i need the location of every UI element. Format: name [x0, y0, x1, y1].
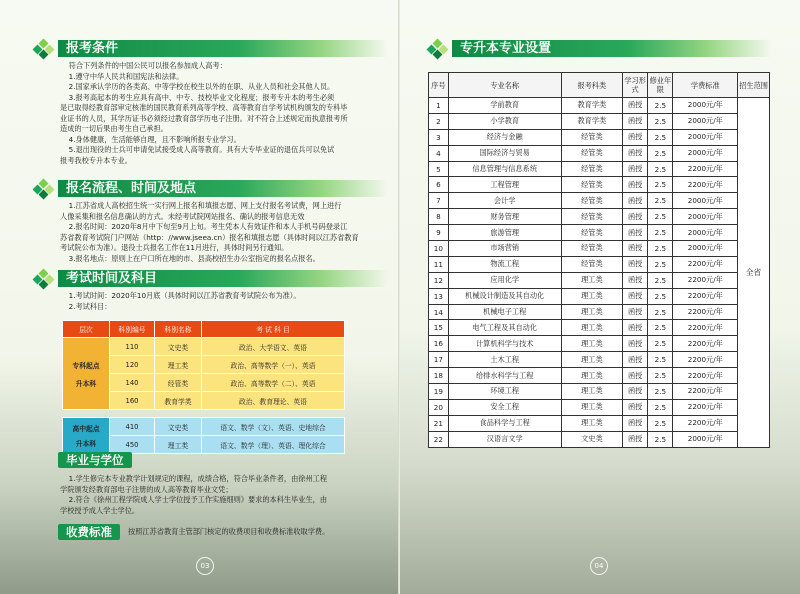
requirements-text — [60, 61, 395, 166]
majors-table-body — [429, 98, 770, 448]
major-duration: 2.5 — [648, 352, 673, 368]
text-line: 3.报考高起本的考生应具有高中、中专、技校毕业文化程度；报考专升本的考生必须 — [68, 92, 335, 102]
exam-code: 140 — [110, 374, 155, 392]
major-name: 应用化学 — [448, 272, 561, 288]
majors-header-cell: 修业年限 — [648, 73, 673, 98]
text-line: 报考我校专升本专业。 — [60, 155, 132, 165]
major-name: 会计学 — [448, 193, 561, 209]
major-category: 理工类 — [561, 336, 622, 352]
major-index: 21 — [429, 415, 449, 431]
exam-category: 文史类 — [155, 418, 202, 436]
major-index: 9 — [429, 225, 449, 241]
major-duration: 2.5 — [648, 256, 673, 272]
major-study-form: 函授 — [623, 129, 648, 145]
major-tuition: 2200元/年 — [673, 177, 738, 193]
exam-subjects: 政治、教育理论、英语 — [202, 392, 345, 410]
text-line: 考试院公布为准）。退役士兵报名工作在11月进行，具体时间另行通知。 — [60, 243, 289, 252]
major-study-form: 函授 — [623, 304, 648, 320]
table-row — [429, 336, 770, 352]
majors-header-cell: 序号 — [429, 73, 449, 98]
major-name: 环境工程 — [448, 384, 561, 400]
major-name: 国际经济与贸易 — [448, 145, 561, 161]
exam-subjects: 政治、高等数学（一）、英语 — [202, 356, 345, 374]
major-tuition: 2000元/年 — [673, 241, 738, 257]
major-index: 10 — [429, 241, 449, 257]
major-duration: 2.5 — [648, 399, 673, 415]
major-index: 11 — [429, 256, 449, 272]
exam-category: 理工类 — [155, 356, 202, 374]
exam-header-cell: 考 试 科 目 — [202, 321, 345, 338]
exam-group-label — [63, 338, 110, 410]
table-row — [429, 368, 770, 384]
majors-header-cell: 学费标准 — [673, 73, 738, 98]
diamond-deco-icon — [34, 270, 52, 288]
majors-header-cell: 报考科类 — [561, 73, 622, 98]
major-duration: 2.5 — [648, 288, 673, 304]
major-index: 2 — [429, 113, 449, 129]
major-name: 安全工程 — [448, 399, 561, 415]
major-category: 理工类 — [561, 399, 622, 415]
major-name: 电气工程及其自动化 — [448, 320, 561, 336]
major-index: 13 — [429, 288, 449, 304]
major-tuition: 2200元/年 — [673, 336, 738, 352]
major-duration: 2.5 — [648, 98, 673, 114]
major-study-form: 函授 — [623, 145, 648, 161]
table-row — [429, 241, 770, 257]
exam-group-label-line: 高中起点 — [72, 425, 100, 433]
majors-header-cell: 学习形式 — [623, 73, 648, 98]
major-tuition: 2000元/年 — [673, 129, 738, 145]
major-index: 7 — [429, 193, 449, 209]
text-line: 符合下列条件的中国公民可以报名参加成人高考： — [68, 61, 227, 70]
exam-group-label-line: 升本科 — [75, 440, 97, 448]
major-category: 经管类 — [561, 177, 622, 193]
major-category: 经管类 — [561, 161, 622, 177]
diamond-deco-icon — [34, 180, 52, 198]
table-row — [429, 431, 770, 447]
major-study-form: 函授 — [623, 368, 648, 384]
table-row — [429, 352, 770, 368]
major-duration: 2.5 — [648, 225, 673, 241]
exam-code: 160 — [110, 392, 155, 410]
major-name: 小学教育 — [448, 113, 561, 129]
major-tuition: 2200元/年 — [673, 352, 738, 368]
major-tuition: 2200元/年 — [673, 304, 738, 320]
enrollment-scope: 全省 — [738, 98, 770, 448]
major-index: 6 — [429, 177, 449, 193]
major-tuition: 2200元/年 — [673, 384, 738, 400]
major-category: 经管类 — [561, 145, 622, 161]
major-tuition: 2200元/年 — [673, 272, 738, 288]
text-line: 造成的一切后果由考生自己承担。 — [60, 124, 168, 133]
major-category: 理工类 — [561, 288, 622, 304]
graduation-text — [60, 474, 395, 516]
section-title-registration: 报名流程、时间及地点 — [58, 180, 388, 197]
exam-header-cell: 科别名称 — [155, 321, 202, 338]
major-name: 计算机科学与技术 — [448, 336, 561, 352]
major-tuition: 2200元/年 — [673, 256, 738, 272]
major-name: 财务管理 — [448, 209, 561, 225]
major-index: 4 — [429, 145, 449, 161]
exam-header-cell: 层次 — [63, 321, 110, 338]
exam-group-label-line: 升本科 — [75, 379, 97, 388]
major-tuition: 2000元/年 — [673, 145, 738, 161]
major-tuition: 2000元/年 — [673, 225, 738, 241]
major-category: 理工类 — [561, 415, 622, 431]
major-tuition: 2000元/年 — [673, 193, 738, 209]
major-index: 5 — [429, 161, 449, 177]
major-name: 给排水科学与工程 — [448, 368, 561, 384]
major-index: 20 — [429, 399, 449, 415]
major-study-form: 函授 — [623, 431, 648, 447]
table-row — [429, 161, 770, 177]
table-row — [429, 415, 770, 431]
table-row — [429, 225, 770, 241]
exam-category: 理工类 — [155, 436, 202, 454]
major-duration: 2.5 — [648, 209, 673, 225]
major-category: 经管类 — [561, 193, 622, 209]
page-number: 03 — [196, 557, 214, 575]
diamond-deco-icon — [34, 40, 52, 58]
major-duration: 2.5 — [648, 129, 673, 145]
table-row — [429, 129, 770, 145]
registration-text — [60, 201, 395, 264]
major-study-form: 函授 — [623, 98, 648, 114]
major-study-form: 函授 — [623, 336, 648, 352]
table-row — [429, 384, 770, 400]
text-line: 1.江苏省成人高校招生统一实行网上报名和填报志愿、网上支付报名考试费，网上进行 — [68, 201, 342, 210]
text-line: 3.报名地点：原则上在户口所在地的市、县高校招生办公室指定的报名点报名。 — [68, 253, 320, 263]
major-duration: 2.5 — [648, 241, 673, 257]
text-line: 人像采集和报名信息确认的方式。未经考试院网站报名、确认的报考信息无效 — [60, 211, 305, 221]
major-study-form: 函授 — [623, 113, 648, 129]
major-category: 经管类 — [561, 241, 622, 257]
major-name: 汉语言文学 — [448, 431, 561, 447]
major-name: 土木工程 — [448, 352, 561, 368]
major-tuition: 2200元/年 — [673, 320, 738, 336]
major-duration: 2.5 — [648, 193, 673, 209]
exam-code: 450 — [110, 436, 155, 454]
major-tuition: 2200元/年 — [673, 161, 738, 177]
text-line: 苏省教育考试院门户网站（http：//www.jseea.cn）报名和填报志愿（具体时间以江苏省教育 — [60, 232, 359, 242]
fees-text: 按照江苏省教育主管部门核定的收费项目和收费标准收取学费。 — [128, 527, 330, 536]
text-line: 1.考试时间：2020年10月底（具体时间以江苏省教育考试院公布为准）。 — [68, 291, 301, 300]
major-category: 理工类 — [561, 272, 622, 288]
section-title-exam: 考试时间及科目 — [58, 270, 388, 287]
major-index: 3 — [429, 129, 449, 145]
table-row — [429, 399, 770, 415]
exam-subjects-table — [62, 320, 345, 454]
major-study-form: 函授 — [623, 352, 648, 368]
major-name: 食品科学与工程 — [448, 415, 561, 431]
major-tuition: 2200元/年 — [673, 368, 738, 384]
major-duration: 2.5 — [648, 384, 673, 400]
major-study-form: 函授 — [623, 241, 648, 257]
major-name: 市场营销 — [448, 241, 561, 257]
major-name: 工程管理 — [448, 177, 561, 193]
major-index: 16 — [429, 336, 449, 352]
text-line: 2.考试科目： — [68, 301, 112, 311]
major-index: 15 — [429, 320, 449, 336]
major-category: 经管类 — [561, 225, 622, 241]
table-row — [429, 113, 770, 129]
majors-header-cell: 招生范围 — [738, 73, 770, 98]
major-study-form: 函授 — [623, 225, 648, 241]
major-index: 17 — [429, 352, 449, 368]
major-name: 信息管理与信息系统 — [448, 161, 561, 177]
major-tuition: 2000元/年 — [673, 113, 738, 129]
table-row — [429, 272, 770, 288]
exam-category: 教育学类 — [155, 392, 202, 410]
text-line: 1.学生修完本专业教学计划规定的课程，成绩合格，符合毕业条件者，由徐州工程 — [68, 474, 328, 483]
major-category: 教育学类 — [561, 113, 622, 129]
major-study-form: 函授 — [623, 288, 648, 304]
major-category: 教育学类 — [561, 98, 622, 114]
page-number: 04 — [590, 557, 608, 575]
major-tuition: 2000元/年 — [673, 431, 738, 447]
major-duration: 2.5 — [648, 113, 673, 129]
major-duration: 2.5 — [648, 272, 673, 288]
major-tuition: 2000元/年 — [673, 98, 738, 114]
major-index: 22 — [429, 431, 449, 447]
major-category: 理工类 — [561, 352, 622, 368]
exam-subjects: 政治、高等数学（二）、英语 — [202, 374, 345, 392]
section-title-graduation: 毕业与学位 — [58, 452, 132, 468]
text-line: 是已取得经教育部审定核准的国民教育系列高等学校、高等教育自学考试机构颁发的专科毕 — [60, 103, 348, 112]
table-row — [429, 209, 770, 225]
major-study-form: 函授 — [623, 415, 648, 431]
major-duration: 2.5 — [648, 304, 673, 320]
major-index: 18 — [429, 368, 449, 384]
major-study-form: 函授 — [623, 272, 648, 288]
major-tuition: 2200元/年 — [673, 288, 738, 304]
table-row — [429, 177, 770, 193]
major-duration: 2.5 — [648, 415, 673, 431]
section-title-majors: 专升本专业设置 — [452, 40, 772, 57]
major-category: 理工类 — [561, 304, 622, 320]
exam-subjects: 语文、数学（文）、英语、史地综合 — [202, 418, 345, 436]
exam-category: 经管类 — [155, 374, 202, 392]
text-line: 业证书的人员，其学历证书必须经过教育部学历电子注册。对不符合上述规定而执意报考所 — [60, 113, 348, 123]
majors-table — [428, 72, 770, 448]
major-name: 机械电子工程 — [448, 304, 561, 320]
exam-group-label-line: 专科起点 — [72, 361, 100, 370]
major-category: 经管类 — [561, 209, 622, 225]
text-line: 学院颁发经教育部电子注册的成人高等教育毕业文凭； — [60, 484, 233, 494]
major-index: 8 — [429, 209, 449, 225]
major-duration: 2.5 — [648, 368, 673, 384]
major-duration: 2.5 — [648, 161, 673, 177]
major-tuition: 2000元/年 — [673, 209, 738, 225]
major-index: 12 — [429, 272, 449, 288]
majors-header-cell: 专业名称 — [448, 73, 561, 98]
exam-category: 文史类 — [155, 338, 202, 356]
text-line: 学校授予成人学士学位。 — [60, 505, 140, 515]
major-category: 理工类 — [561, 320, 622, 336]
major-category: 理工类 — [561, 384, 622, 400]
exam-text — [60, 291, 395, 312]
text-line: 2.国家承认学历的各类高、中等学校在校生以外的在职、从业人员和社会其他人员。 — [68, 82, 335, 91]
exam-code: 410 — [110, 418, 155, 436]
major-study-form: 函授 — [623, 384, 648, 400]
major-name: 旅游管理 — [448, 225, 561, 241]
table-row — [429, 304, 770, 320]
major-category: 理工类 — [561, 368, 622, 384]
major-index: 1 — [429, 98, 449, 114]
major-study-form: 函授 — [623, 320, 648, 336]
major-study-form: 函授 — [623, 256, 648, 272]
table-row — [429, 256, 770, 272]
table-row — [429, 98, 770, 114]
exam-subjects: 语文、数学（理）、英语、理化综合 — [202, 436, 345, 454]
text-line: 4.身体健康，生活能够自理，且不影响所报专业学习。 — [68, 134, 241, 144]
major-study-form: 函授 — [623, 161, 648, 177]
exam-header-cell: 科别编号 — [110, 321, 155, 338]
text-line: 1.遵守中华人民共和国宪法和法律。 — [68, 71, 184, 81]
major-tuition: 2200元/年 — [673, 399, 738, 415]
section-title-requirements: 报考条件 — [58, 40, 388, 57]
major-category: 文史类 — [561, 431, 622, 447]
table-row — [429, 288, 770, 304]
text-line: 5.退出现役的士兵可申请免试接受成人高等教育。具有大专毕业证的退伍兵可以免试 — [68, 145, 335, 154]
major-category: 经管类 — [561, 256, 622, 272]
major-name: 经济与金融 — [448, 129, 561, 145]
table-row — [429, 320, 770, 336]
text-line: 2.报名时间：2020年8月中下旬至9月上旬。考生凭本人有效证件和本人手机号码登录江 — [68, 222, 348, 231]
major-duration: 2.5 — [648, 177, 673, 193]
exam-code: 110 — [110, 338, 155, 356]
major-tuition: 2200元/年 — [673, 415, 738, 431]
major-duration: 2.5 — [648, 145, 673, 161]
major-duration: 2.5 — [648, 431, 673, 447]
major-name: 学前教育 — [448, 98, 561, 114]
diamond-deco-icon — [428, 40, 446, 58]
section-title-fees: 收费标准 — [58, 524, 120, 540]
table-row — [429, 193, 770, 209]
major-study-form: 函授 — [623, 209, 648, 225]
major-duration: 2.5 — [648, 336, 673, 352]
exam-subjects: 政治、大学语文、英语 — [202, 338, 345, 356]
major-study-form: 函授 — [623, 399, 648, 415]
major-name: 物流工程 — [448, 256, 561, 272]
table-row — [429, 145, 770, 161]
major-study-form: 函授 — [623, 177, 648, 193]
major-category: 经管类 — [561, 129, 622, 145]
major-study-form: 函授 — [623, 193, 648, 209]
major-duration: 2.5 — [648, 320, 673, 336]
major-name: 机械设计制造及其自动化 — [448, 288, 561, 304]
major-index: 14 — [429, 304, 449, 320]
major-index: 19 — [429, 384, 449, 400]
text-line: 2.符合《徐州工程学院成人学士学位授予工作实施细则》要求的本科生毕业生，由 — [68, 495, 328, 504]
exam-group-label — [63, 418, 110, 454]
exam-code: 120 — [110, 356, 155, 374]
